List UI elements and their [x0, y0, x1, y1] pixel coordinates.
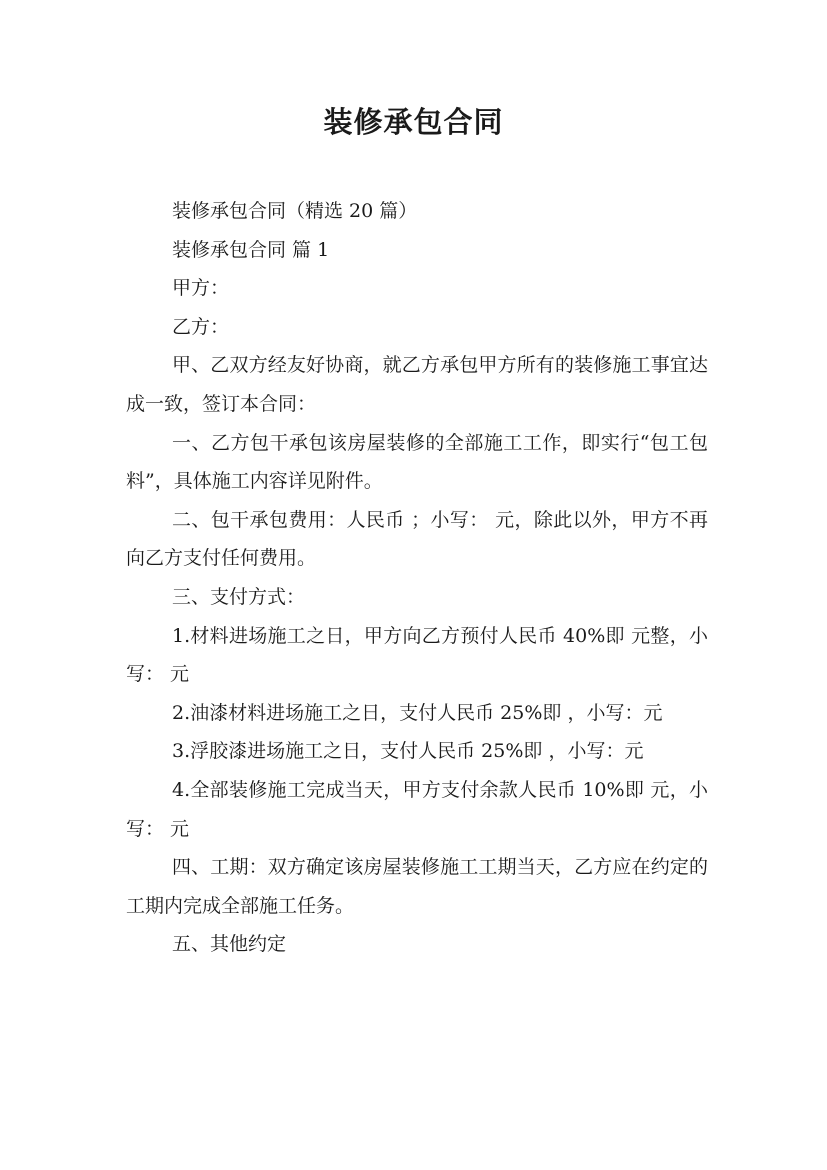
- payment-item-4: 4.全部装修施工完成当天，甲方支付余款人民币 10%即 元，小写： 元: [126, 778, 708, 840]
- subtitle-paragraph: 装修承包合同（精选 20 篇）: [172, 200, 418, 222]
- payment-item-3: 3.浮胶漆进场施工之日，支付人民币 25%即 ，小写：元: [172, 740, 644, 763]
- payment-item-2: 2.油漆材料进场施工之日，支付人民币 25%即 ，小写：元: [172, 701, 663, 724]
- payment-item-1: 1.材料进场施工之日，甲方向乙方预付人民币 40%即 元整，小写： 元: [126, 624, 708, 686]
- clause-4-paragraph: 四、工期：双方确定该房屋装修施工工期当天，乙方应在约定的工期内完成全部施工任务。: [126, 856, 708, 917]
- clause-2-paragraph: 二、包干承包费用：人民币 ；小写： 元，除此以外，甲方不再向乙方支付任何费用。: [126, 508, 708, 570]
- document-title: 装修承包合同: [323, 105, 504, 139]
- section-heading: 装修承包合同 篇 1: [172, 238, 330, 261]
- clause-5-heading: 五、其他约定: [172, 933, 287, 956]
- clause-3-heading: 三、支付方式：: [172, 585, 306, 608]
- party-b-line: 乙方：: [172, 315, 230, 338]
- document-body: [126, 192, 708, 964]
- clause-1-paragraph: 一、乙方包干承包该房屋装修的全部施工工作，即实行“包工包料”，具体施工内容详见附件。: [126, 431, 708, 493]
- preamble-paragraph: 甲、乙双方经友好协商，就乙方承包甲方所有的装修施工事宜达成一致，签订本合同：: [126, 354, 708, 415]
- party-a-line: 甲方：: [172, 277, 230, 300]
